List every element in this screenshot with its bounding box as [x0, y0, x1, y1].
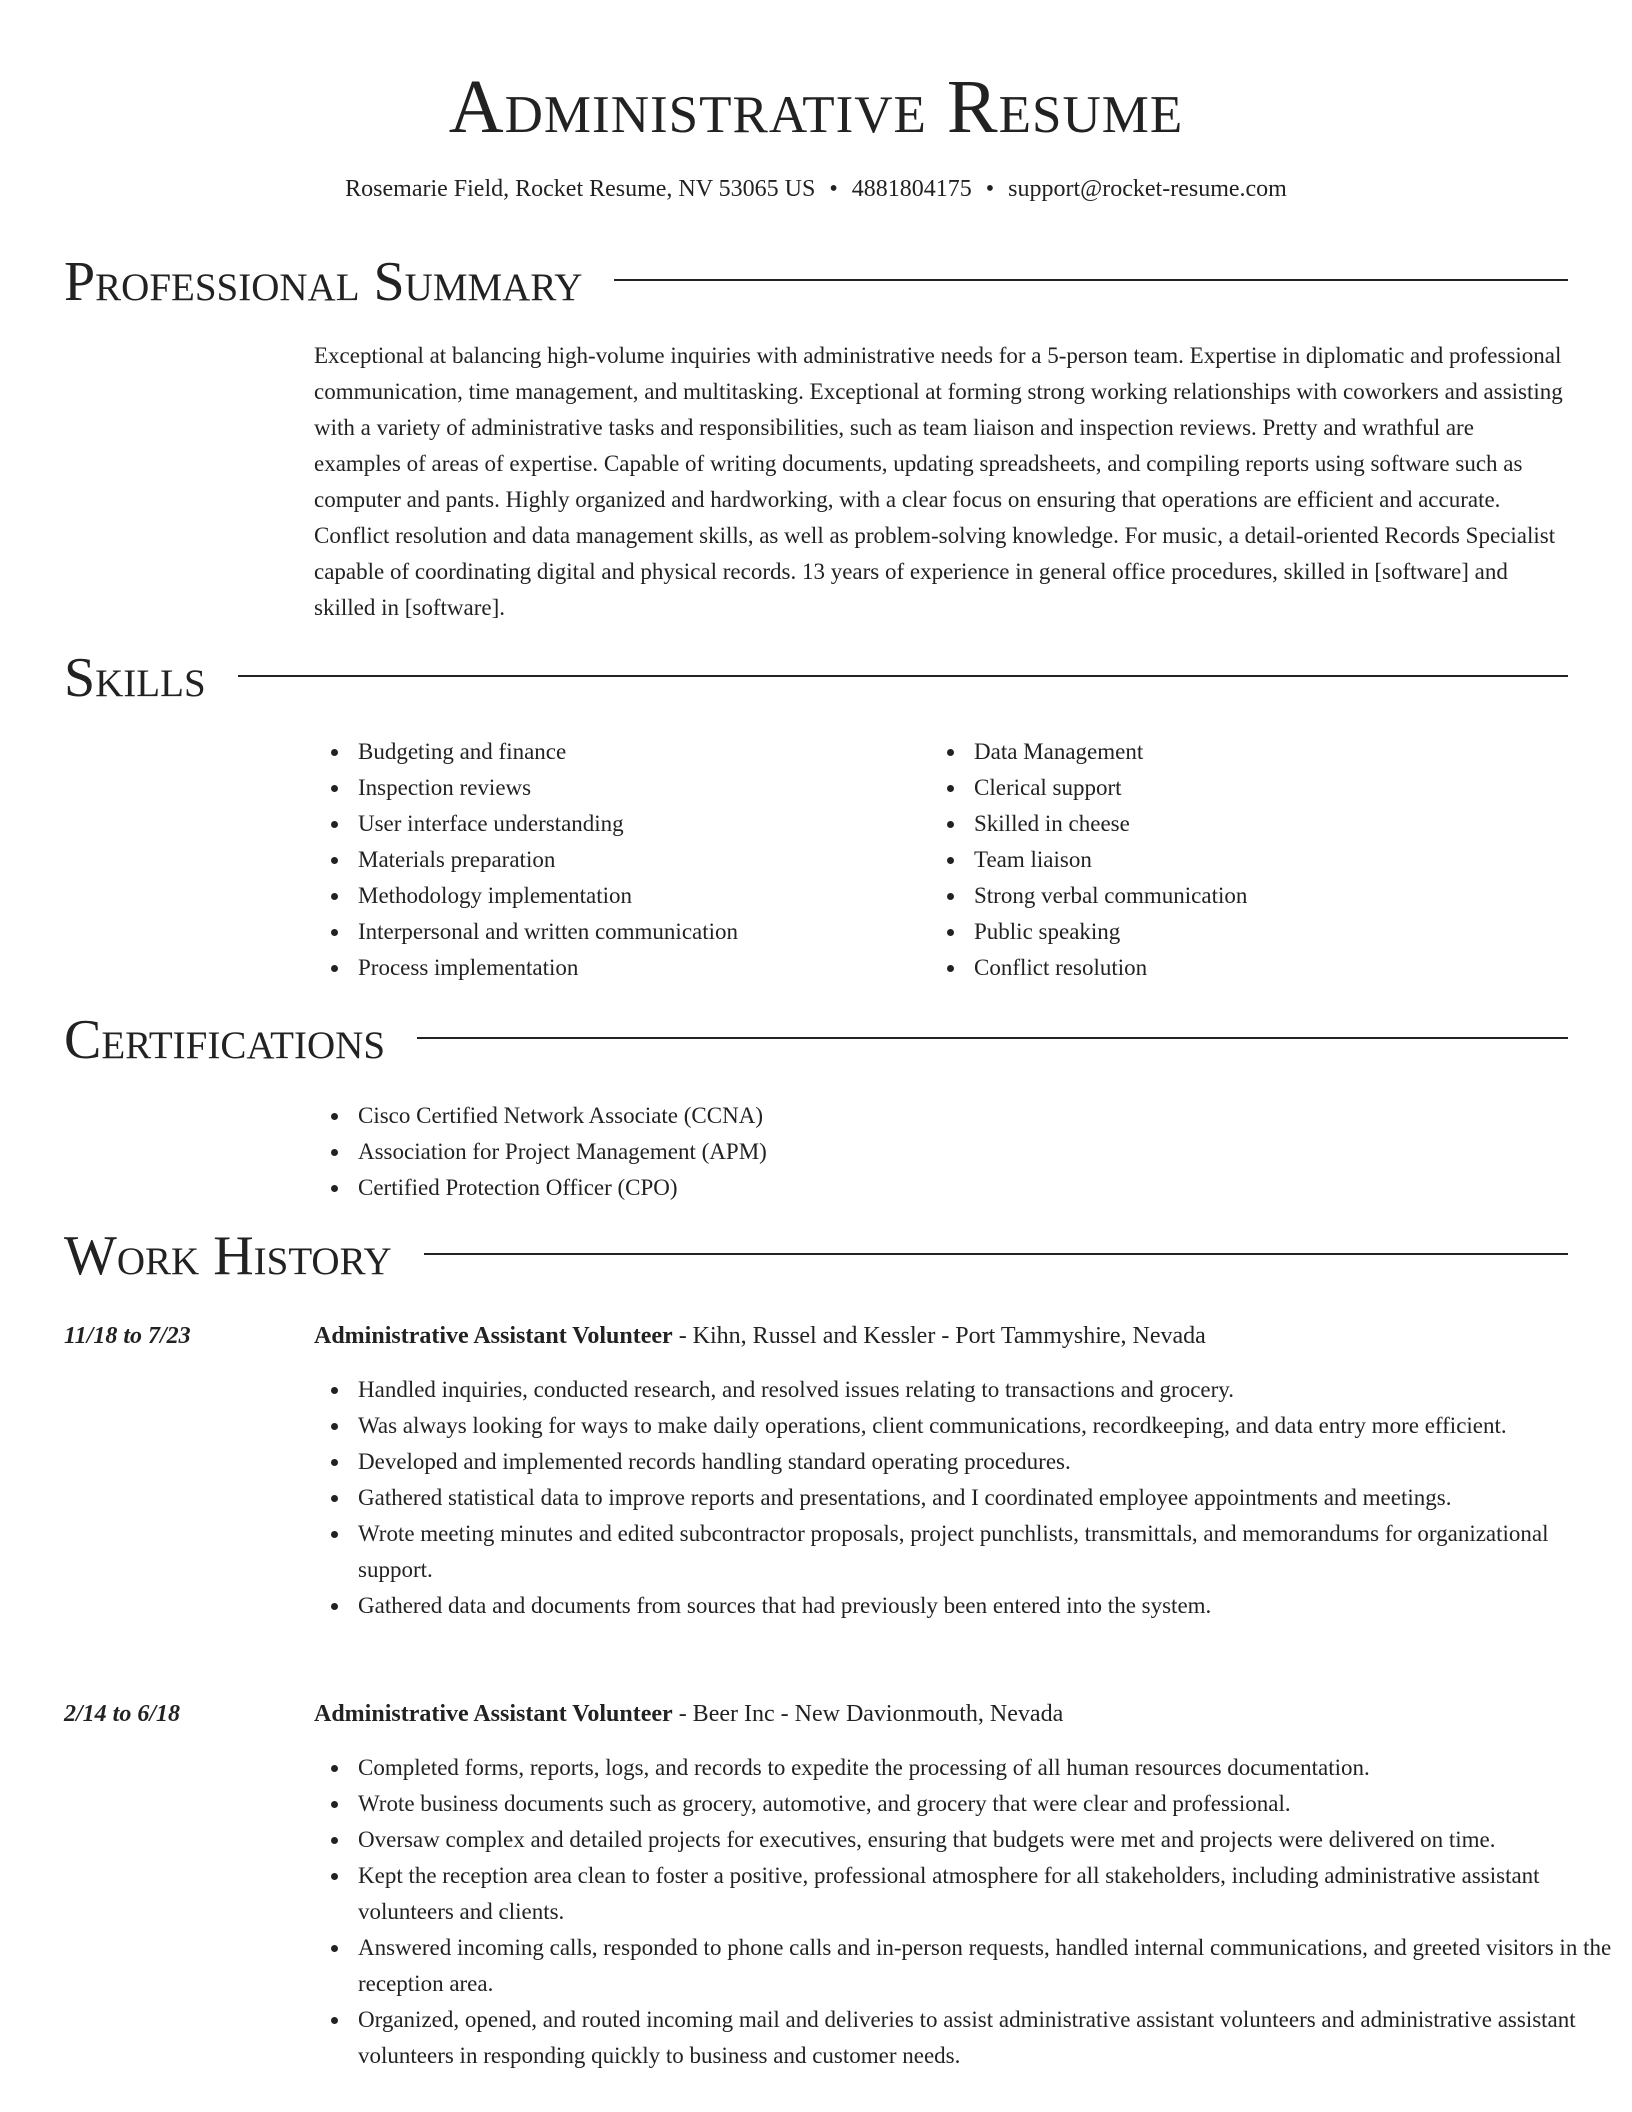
- job-duty: Kept the reception area clean to foster a positive, professional atmosphere for all stakeholders, including administrative assistant volunteers and clients.: [314, 1858, 1614, 1930]
- job-duties-list: [314, 1372, 1614, 1624]
- section-divider: [417, 1037, 1568, 1039]
- skill-item: Budgeting and finance: [314, 734, 894, 770]
- certification-item: Cisco Certified Network Associate (CCNA): [314, 1098, 1514, 1134]
- skills-heading: Skills: [64, 647, 206, 709]
- skill-item: Public speaking: [930, 914, 1530, 950]
- certifications-heading: Certifications: [64, 1009, 386, 1071]
- certifications-section-heading: [64, 1008, 1568, 1072]
- contact-separator: •: [985, 176, 995, 202]
- job-duty: Organized, opened, and routed incoming mail and deliveries to assist administrative assistant volunteers and administrative assistant volunteers in responding quickly to business and customer needs.: [314, 2002, 1614, 2074]
- job-duty: Developed and implemented records handling standard operating procedures.: [314, 1444, 1614, 1480]
- job-duty: Handled inquiries, conducted research, and resolved issues relating to transactions and grocery.: [314, 1372, 1614, 1408]
- job-duties-list: [314, 1750, 1614, 2074]
- skill-item: Strong verbal communication: [930, 878, 1530, 914]
- contact-line: [0, 172, 1632, 206]
- skill-item: User interface understanding: [314, 806, 894, 842]
- summary-section-heading: [64, 250, 1568, 314]
- skills-section-heading: [64, 646, 1568, 710]
- summary-text: Exceptional at balancing high-volume inquiries with administrative needs for a 5-person team. Expertise in diplomatic and professional communication, time management, and multitasking. Exceptional at forming strong working relationships with coworkers and assisting with a variety of administrative tasks and responsibilities, such as team liaison and inspection reviews. Pretty and wrathful are examples of areas of expertise. Capable of writing documents, updating spreadsheets, and compiling reports using software such as computer and pants. Highly organized and hardworking, with a clear focus on ensuring that operations are efficient and accurate. Conflict resolution and data management skills, as well as problem-solving knowledge. For music, a detail-oriented Records Specialist capable of coordinating digital and physical records. 13 years of experience in general office procedures, skilled in [software] and skilled in [software].: [314, 343, 1563, 620]
- job-duty: Completed forms, reports, logs, and records to expedite the processing of all human resources documentation.: [314, 1750, 1614, 1786]
- skill-item: Team liaison: [930, 842, 1530, 878]
- job-employer-location: - Kihn, Russel and Kessler - Port Tammyshire, Nevada: [672, 1323, 1206, 1349]
- skills-list-left: [314, 734, 894, 986]
- contact-separator: •: [829, 176, 838, 202]
- work-history-section-heading: [64, 1224, 1568, 1288]
- contact-address: Rosemarie Field, Rocket Resume, NV 53065 US: [345, 176, 816, 202]
- skill-item: Methodology implementation: [314, 878, 894, 914]
- section-divider: [238, 675, 1568, 677]
- job-duty: Wrote business documents such as grocery, automotive, and grocery that were clear and professional.: [314, 1786, 1614, 1822]
- certifications-list: [314, 1098, 1514, 1206]
- contact-email: support@rocket-resume.com: [1008, 176, 1287, 202]
- section-divider: [424, 1253, 1568, 1255]
- job-duty: Gathered statistical data to improve reports and presentations, and I coordinated employee appointments and meetings.: [314, 1480, 1614, 1516]
- skill-item: Inspection reviews: [314, 770, 894, 806]
- skill-item: Process implementation: [314, 950, 894, 986]
- skill-item: Clerical support: [930, 770, 1530, 806]
- skill-item: Materials preparation: [314, 842, 894, 878]
- resume-title: Administrative Resume: [448, 65, 1184, 149]
- job-employer-location: - Beer Inc - New Davionmouth, Nevada: [672, 1701, 1064, 1727]
- skill-item: Data Management: [930, 734, 1530, 770]
- job-title: Administrative Assistant Volunteer: [314, 1701, 673, 1727]
- job-title-line: [314, 1696, 1063, 1732]
- certification-item: Association for Project Management (APM): [314, 1134, 1514, 1170]
- job-dates: 11/18 to 7/23: [64, 1323, 191, 1349]
- skill-item: Skilled in cheese: [930, 806, 1530, 842]
- job-dates: 2/14 to 6/18: [64, 1701, 181, 1727]
- section-divider: [614, 279, 1568, 281]
- skills-list-right: [930, 734, 1530, 986]
- job-duty: Was always looking for ways to make daily operations, client communications, recordkeeping, and data entry more efficient.: [314, 1408, 1614, 1444]
- work-history-heading: Work History: [64, 1225, 392, 1287]
- job-duty: Wrote meeting minutes and edited subcontractor proposals, project punchlists, transmittals, and memorandums for organizational support.: [314, 1516, 1614, 1588]
- skill-item: Conflict resolution: [930, 950, 1530, 986]
- summary-heading: Professional Summary: [64, 251, 583, 313]
- job-title: Administrative Assistant Volunteer: [314, 1323, 673, 1349]
- certification-item: Certified Protection Officer (CPO): [314, 1170, 1514, 1206]
- contact-phone: 4881804175: [851, 176, 972, 202]
- job-title-line: [314, 1318, 1206, 1354]
- job-duty: Oversaw complex and detailed projects for executives, ensuring that budgets were met and projects were delivered on time.: [314, 1822, 1614, 1858]
- job-duty: Answered incoming calls, responded to phone calls and in-person requests, handled internal communications, and greeted visitors in the reception area.: [314, 1930, 1614, 2002]
- skill-item: Interpersonal and written communication: [314, 914, 894, 950]
- job-duty: Gathered data and documents from sources that had previously been entered into the system.: [314, 1588, 1614, 1624]
